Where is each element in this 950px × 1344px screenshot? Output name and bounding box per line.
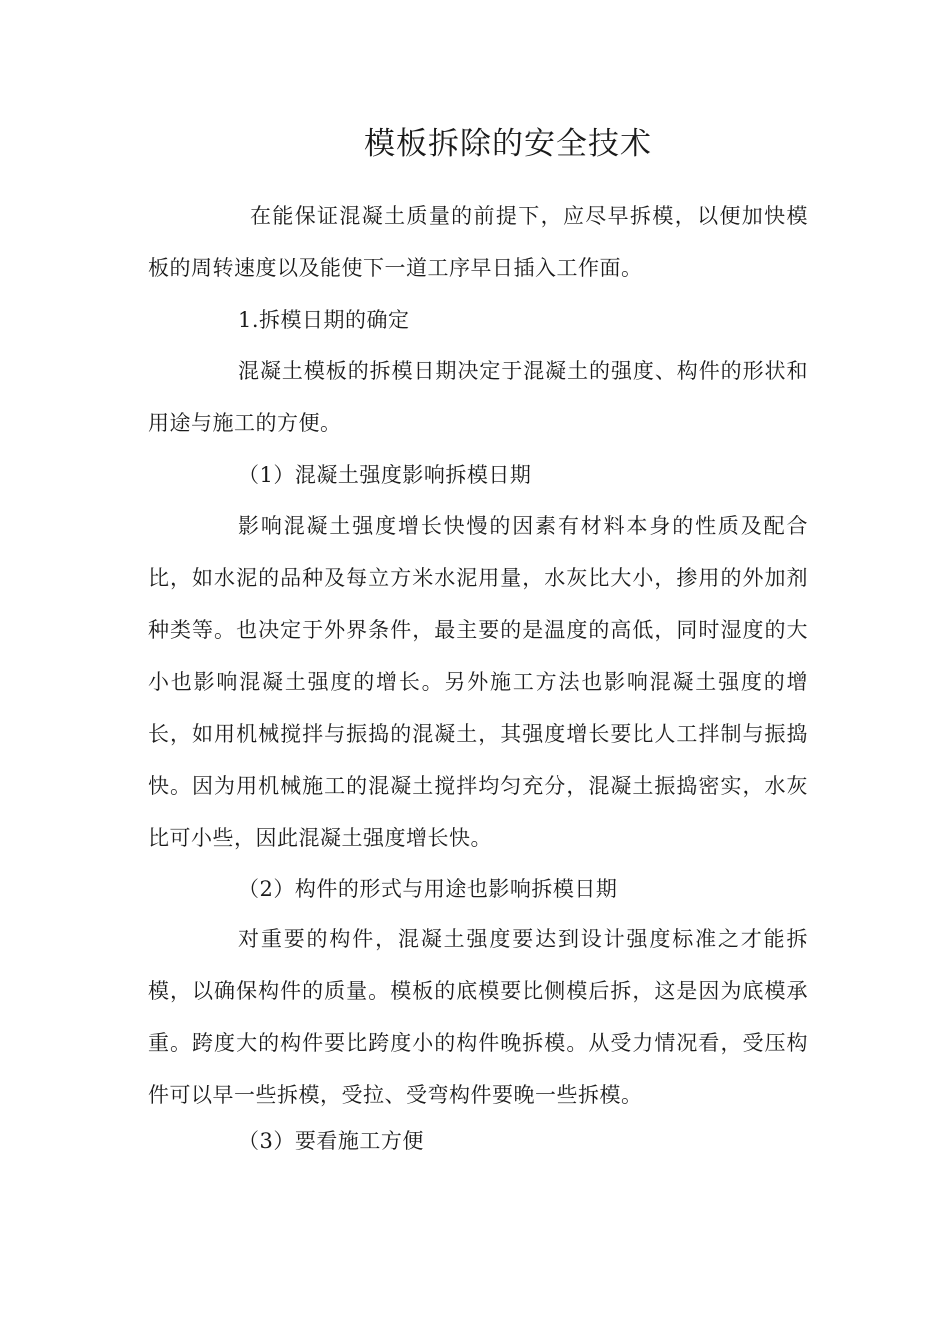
- subsection-heading-1: （1）混凝土强度影响拆模日期: [238, 463, 532, 487]
- subsection-paragraph-2: 对重要的构件，混凝土强度要达到设计强度标准之才能拆模，以确保构件的质量。模板的底模要比侧模后拆，这是因为底模承重。跨度大的构件要比跨度小的构件晚拆模。从受力情况看，受压构件可以早一些拆模，受拉、受弯构件要晚一些拆模。: [148, 927, 808, 1107]
- subsection-paragraph-1: 影响混凝土强度增长快慢的因素有材料本身的性质及配合比，如水泥的品种及每立方米水泥用量，水灰比大小，掺用的外加剂种类等。也决定于外界条件，最主要的是温度的高低，同时湿度的大小也影响混凝土强度的增长。另外施工方法也影响混凝土强度的增长，如用机械搅拌与振捣的混凝土，其强度增长要比人工拌制与振捣快。因为用机械施工的混凝土搅拌均匀充分，混凝土振捣密实，水灰比可小些，因此混凝土强度增长快。: [148, 514, 808, 850]
- document-title: 模板拆除的安全技术: [364, 126, 652, 162]
- subsection-heading-2: （2）构件的形式与用途也影响拆模日期: [238, 877, 618, 901]
- subsection-heading-3: （3）要看施工方便: [238, 1129, 424, 1153]
- section-heading-1: 1.拆模日期的确定: [238, 308, 410, 332]
- section-paragraph-1: 混凝土模板的拆模日期决定于混凝土的强度、构件的形状和用途与施工的方便。: [148, 359, 808, 435]
- intro-paragraph: 在能保证混凝土质量的前提下，应尽早拆模，以便加快模板的周转速度以及能使下一道工序早日插入工作面。: [148, 204, 808, 280]
